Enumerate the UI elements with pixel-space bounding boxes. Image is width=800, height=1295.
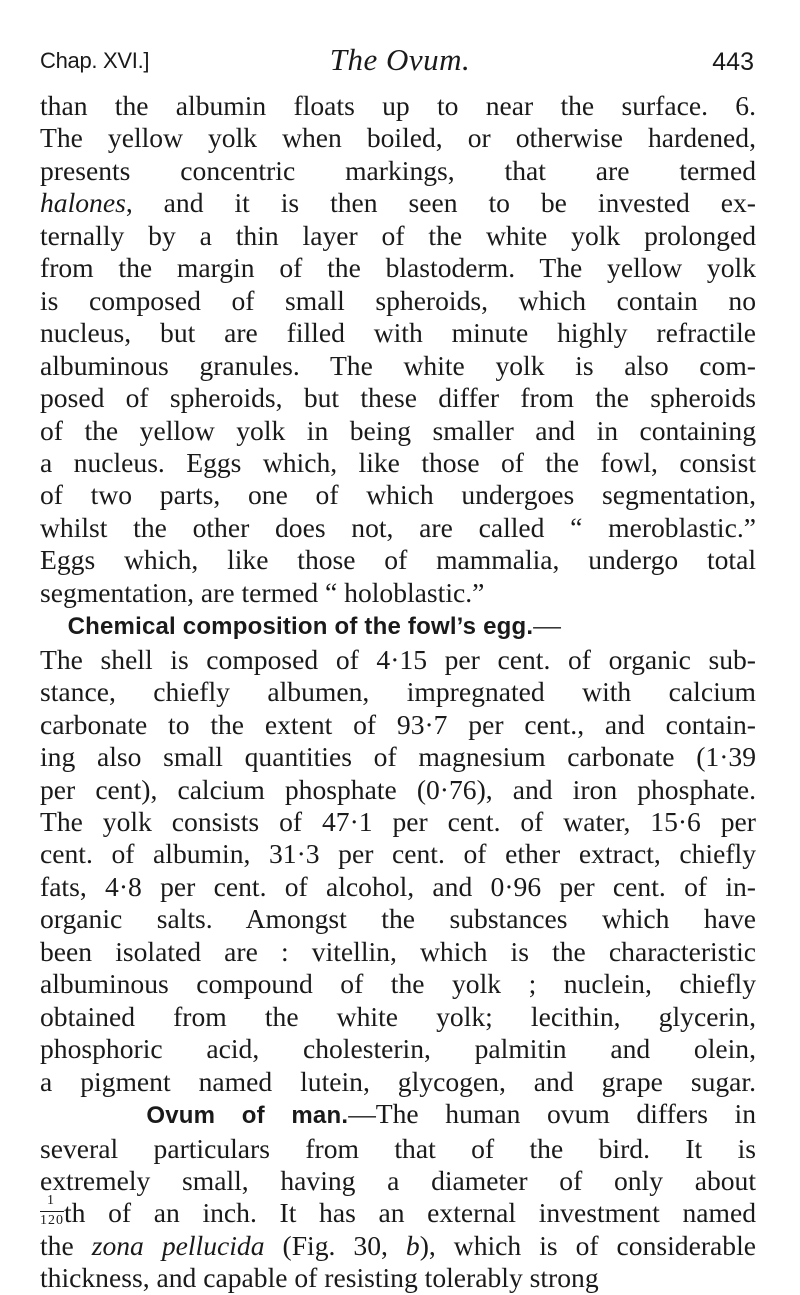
text-run: , and it is then seen to be invested ex-: [125, 187, 756, 219]
text-line: presents concentric markings, that are termed: [40, 154, 756, 186]
text-line: ternally by a thin layer of the white yolk prolonged: [40, 219, 756, 251]
body-text: [40, 90, 756, 1295]
text-line: Eggs which, like those of mammalia, undergo total: [40, 544, 756, 576]
text-line: [40, 1193, 756, 1229]
text-line: is composed of small spheroids, which contain no: [40, 284, 756, 316]
text-line: nucleus, but are filled with minute highly refractile: [40, 317, 756, 349]
text-line: cent. of albumin, 31·3 per cent. of ether extract, chiefly: [40, 838, 756, 870]
page-number: 443: [712, 48, 754, 76]
fraction: [40, 1193, 64, 1229]
text-line: [40, 609, 756, 643]
text-line: been isolated are : vitellin, which is the characteristic: [40, 935, 756, 967]
text-run: th of an inch. It has an external investment named: [64, 1197, 756, 1229]
text-line: from the margin of the blastoderm. The yellow yolk: [40, 252, 756, 284]
text-line: The shell is composed of 4·15 per cent. of organic sub-: [40, 643, 756, 675]
figure-ref-letter: b: [405, 1229, 420, 1261]
text-run: (Fig. 30,: [264, 1229, 406, 1261]
text-run: —: [533, 609, 561, 641]
page-header: [40, 36, 760, 80]
text-line: [40, 187, 756, 219]
text-run: —The human ovum differs in: [348, 1098, 756, 1130]
term-halones: halones: [40, 187, 126, 219]
text-line: carbonate to the extent of 93·7 per cent., and contain-: [40, 708, 756, 740]
text-line: of the yellow yolk in being smaller and in containing: [40, 414, 756, 446]
section-heading-chemical-composition: Chemical composition of the fowl’s egg.: [67, 613, 534, 641]
text-line: albuminous granules. The white yolk is also com-: [40, 349, 756, 381]
text-run: ), which is of considerable: [419, 1229, 756, 1261]
text-line: ing also small quantities of magnesium carbonate (1·39: [40, 741, 756, 773]
text-line: several particulars from that of the bird. It is: [40, 1132, 756, 1164]
text-line: a pigment named lutein, glycogen, and grape sugar.: [40, 1065, 756, 1097]
text-line: whilst the other does not, are called “ meroblastic.”: [40, 511, 756, 543]
text-line: obtained from the white yolk; lecithin, glycerin,: [40, 1000, 756, 1032]
chapter-label: Chap. XVI.]: [40, 48, 150, 73]
text-line: extremely small, having a diameter of only about: [40, 1164, 756, 1196]
text-line: than the albumin floats up to near the surface. 6.: [40, 90, 756, 121]
text-line: organic salts. Amongst the substances which have: [40, 903, 756, 935]
text-line: [40, 1098, 756, 1132]
text-line: The yellow yolk when boiled, or otherwise hardened,: [40, 122, 756, 154]
text-run: the: [40, 1229, 92, 1261]
term-zona-pellucida: zona pellucida: [91, 1229, 265, 1261]
fraction-denominator: 120: [40, 1213, 64, 1229]
text-line: thickness, and capable of resisting tolerably strong: [40, 1262, 599, 1294]
text-line: segmentation, are termed “ holoblastic.”: [40, 576, 485, 608]
text-line: of two parts, one of which undergoes segmentation,: [40, 479, 756, 511]
text-line: albuminous compound of the yolk ; nuclein, chiefly: [40, 968, 756, 1000]
text-line: fats, 4·8 per cent. of alcohol, and 0·96 per cent. of in-: [40, 870, 756, 902]
text-line: The yolk consists of 47·1 per cent. of water, 15·6 per: [40, 805, 756, 837]
text-line: stance, chiefly albumen, impregnated with calcium: [40, 676, 756, 708]
text-line: posed of spheroids, but these differ from the spheroids: [40, 382, 756, 414]
text-line: per cent), calcium phosphate (0·76), and iron phosphate.: [40, 773, 756, 805]
text-line: a nucleus. Eggs which, like those of the fowl, consist: [40, 446, 756, 478]
section-heading-ovum-of-man: Ovum of man.: [146, 1102, 349, 1130]
text-line: [40, 1230, 756, 1262]
text-line: phosphoric acid, cholesterin, palmitin and olein,: [40, 1033, 756, 1065]
running-title: The Ovum.: [329, 42, 471, 77]
fraction-numerator: 1: [47, 1193, 54, 1209]
fraction-bar: [40, 1211, 64, 1212]
